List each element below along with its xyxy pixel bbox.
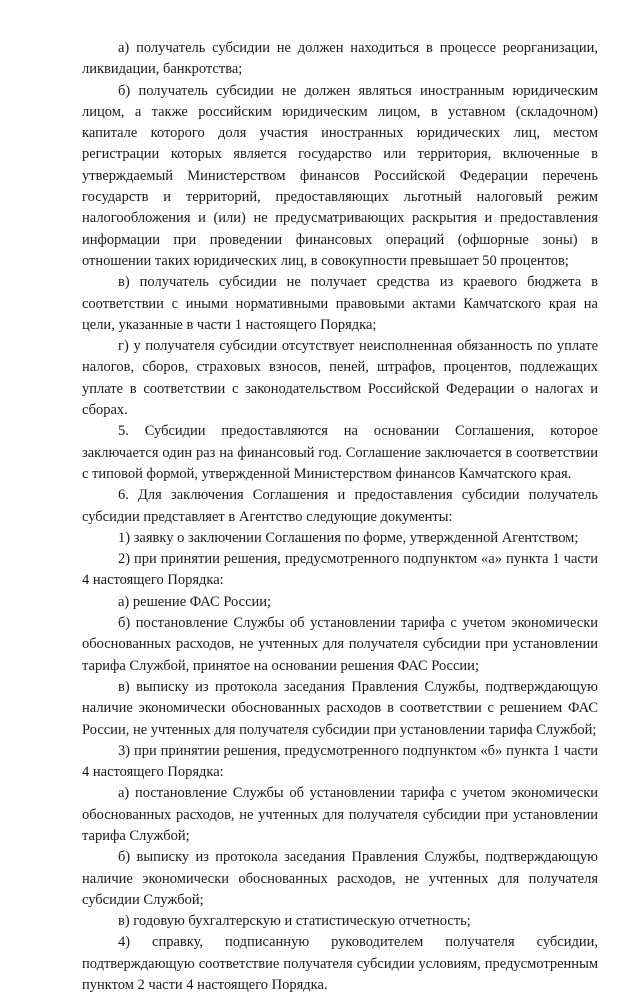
paragraph: 2) при принятии решения, предусмотренного подпунктом «а» пункта 1 части 4 настоящего Порядка:	[82, 551, 598, 589]
paragraph: а) получатель субсидии не должен находиться в процессе реорганизации, ликвидации, банкротства;	[82, 40, 598, 78]
document-body	[82, 38, 598, 996]
paragraph: 1) заявку о заключении Соглашения по форме, утвержденной Агентством;	[118, 529, 579, 546]
paragraph: в) выписку из протокола заседания Правления Службы, подтверждающую наличие экономически обоснованных расходов в соответствии с решением ФАС России, не учтенных для получателя субсидии при установлении тарифа Службой;	[82, 678, 598, 738]
paragraph: б) постановление Службы об установлении тарифа с учетом экономически обоснованных расходов, не учтенных для получателя субсидии при установлении тарифа Службой, принятое на основании решения ФАС России;	[82, 615, 598, 674]
paragraph: 6. Для заключения Соглашения и предоставления субсидии получатель субсидии представляет в Агентство следующие документы:	[82, 487, 598, 525]
paragraph: 4) справку, подписанную руководителем получателя субсидии, подтверждающую соответствие получателя субсидии условиям, предусмотренным пунктом 2 части 4 настоящего Порядка.	[82, 934, 598, 994]
paragraph: а) постановление Службы об установлении тарифа с учетом экономически обоснованных расходов, не учтенных для получателя субсидии при установлении тарифа Службой;	[82, 785, 598, 844]
paragraph: г) у получателя субсидии отсутствует неисполненная обязанность по уплате налогов, сборов, страховых взносов, пеней, штрафов, процентов, подлежащих уплате в соответствии с законодательством Российской Федерации о налогах и сборах.	[82, 338, 598, 419]
paragraph: 3) при принятии решения, предусмотренного подпунктом «б» пункта 1 части 4 настоящего Порядка:	[82, 742, 598, 781]
paragraph: в) получатель субсидии не получает средства из краевого бюджета в соответствии с иными нормативными правовыми актами Камчатского края на цели, указанные в части 1 настоящего Порядка;	[82, 274, 598, 333]
paragraph: 5. Субсидии предоставляются на основании Соглашения, которое заключается один раз на финансовый год. Соглашение заключается в соответствии с типовой формой, утвержденной Министерством финансов Камчатского края.	[82, 423, 598, 482]
paragraph: в) годовую бухгалтерскую и статистическую отчетность;	[118, 913, 471, 930]
paragraph: б) получатель субсидии не должен являться иностранным юридическим лицом, а также российским юридическим лицом, в уставном (складочном) капитале которого доля участия иностранных юридических лиц, местом регистрации которых является государство или территория, включенные в утверждаемый Министерством финансов Российской Федерации перечень государств и территорий, предоставляющих льготный налоговый режим налогообложения и (или) не предусматривающих раскрытия и предоставления информации при проведении финансовых операций (офшорные зоны) в отношении таких юридических лиц, в совокупности превышает 50 процентов;	[82, 82, 598, 269]
paragraph: а) решение ФАС России;	[118, 593, 272, 610]
paragraph: б) выписку из протокола заседания Правления Службы, подтверждающую наличие экономически обоснованных расходов, не учтенных для получателя субсидии Службой;	[82, 849, 598, 908]
